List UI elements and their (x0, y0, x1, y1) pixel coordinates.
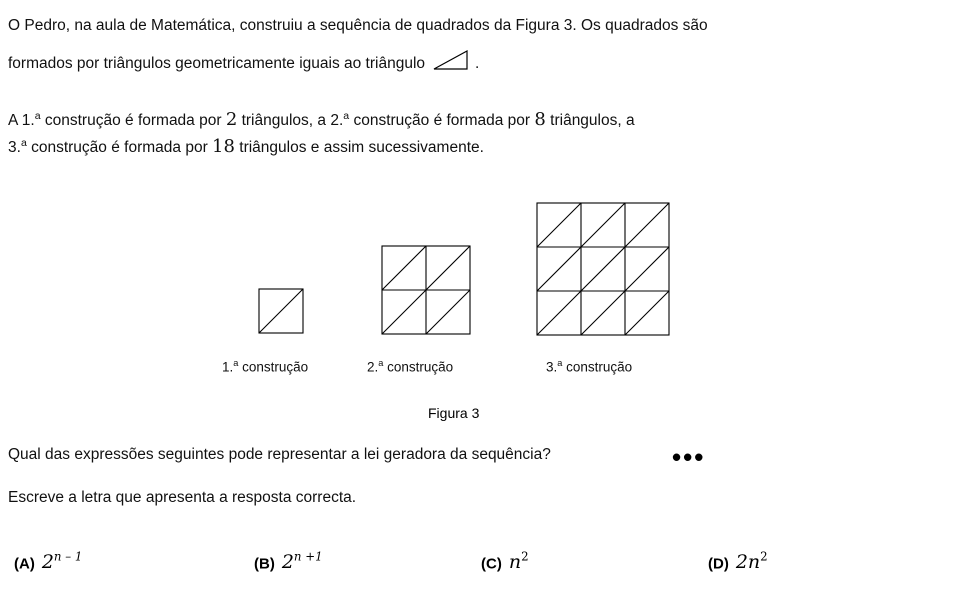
count-second: 8 (534, 109, 546, 130)
option-b-label: (B) (254, 555, 275, 573)
option-d[interactable] (708, 550, 768, 573)
question-text-1: Qual das expressões seguintes pode representar a lei geradora da sequência? (8, 446, 551, 463)
caption-construction-1: 1.$^a$ construção (222, 358, 309, 375)
option-d-expression: $2n^2$ (735, 550, 768, 574)
counts-seg-3: triângulos, a (550, 112, 635, 129)
intro-line-2-end: . (475, 55, 480, 73)
intro-line-2 (8, 49, 952, 78)
count-first: 2 (225, 109, 238, 130)
intro-paragraph (8, 14, 952, 79)
option-c-expression: $n^2$ (508, 550, 529, 574)
counts-seg-2: triângulos, a 2.$^a$ construção é formada por (241, 109, 531, 129)
figure-label: Figura 3 (428, 405, 480, 421)
option-b-expression: $2^{n +1}$ (281, 550, 323, 574)
counts-paragraph (8, 106, 952, 160)
option-a[interactable] (14, 550, 82, 573)
option-b[interactable] (254, 550, 323, 573)
construction-1-grid (258, 288, 304, 339)
option-d-label: (D) (708, 555, 729, 573)
intro-line-2-text: formados por triângulos geometricamente iguais ao triângulo (8, 55, 426, 73)
option-c[interactable] (481, 550, 529, 573)
option-c-label: (C) (481, 555, 502, 573)
ellipsis-marker: ••• (672, 442, 706, 472)
answer-options (8, 550, 958, 590)
caption-construction-2: 2.$^a$ construção (367, 358, 454, 375)
counts-seg-1: A 1.$^a$ construção é formada por (8, 109, 222, 129)
question-text-2: Escreve a letra que apresenta a resposta correcta. (8, 489, 357, 506)
triangle-icon (433, 49, 469, 78)
caption-construction-3: 3.$^a$ construção (546, 358, 633, 375)
count-third: 18 (212, 136, 235, 157)
intro-line-1: O Pedro, na aula de Matemática, construiu a sequência de quadrados da Figura 3. Os quadrados são (8, 17, 708, 34)
construction-2-grid (381, 245, 471, 340)
option-a-label: (A) (14, 555, 35, 573)
counts-seg-5: triângulos e assim sucessivamente. (239, 139, 484, 156)
counts-seg-4: 3.$^a$ construção é formada por (8, 136, 208, 156)
construction-3-grid (536, 202, 670, 341)
option-a-expression: 2$^{n - 1}$ (41, 550, 83, 574)
